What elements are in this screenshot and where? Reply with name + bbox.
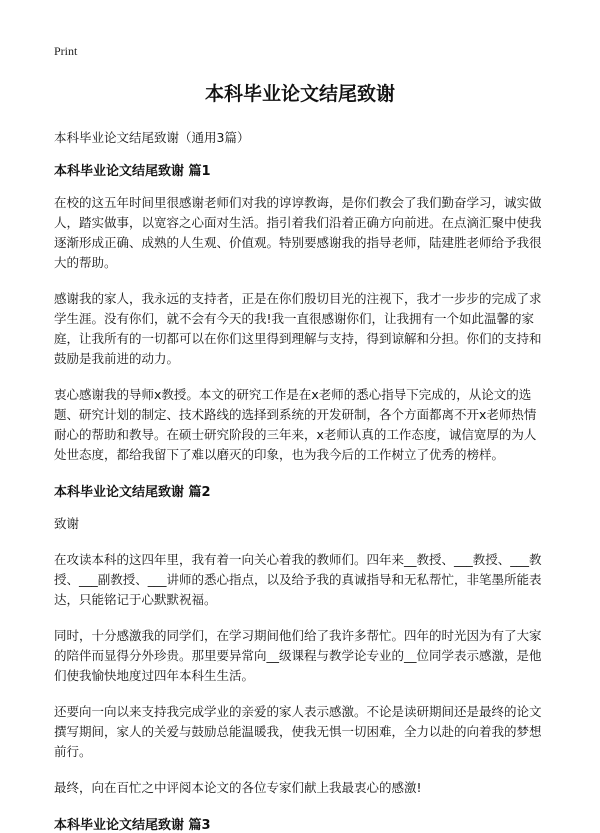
paragraph: 还要向一向以来支持我完成学业的亲爱的家人表示感激。不论是读研期间还是最终的论文撰写期间，家人的关爱与鼓励总能温暖我，使我无惧一切困难，全力以赴的向着我的梦想前行。 <box>54 704 542 759</box>
section-heading: 本科毕业论文结尾致谢 篇2 <box>54 485 211 500</box>
section-2 <box>54 481 546 798</box>
paragraph: 在校的这五年时间里很感谢老师们对我的谆谆教诲，是你们教会了我们勤奋学习，诚实做人，踏实做事，以宽容之心面对生活。指引着我们沿着正确方向前进。在点滴汇聚中使我逐渐形成正确、成熟的人生观、价值观。特别要感谢我的指导老师，陆建胜老师给予我很大的帮助。 <box>54 195 542 270</box>
paragraph: 感谢我的家人，我永远的支持者，正是在你们殷切目光的注视下，我才一步步的完成了求学生涯。没有你们，就不会有今天的我!我一直很感谢你们，让我拥有一个如此温馨的家庭，让我所有的一切都可以在你们这里得到理解与支持，得到谅解和分担。你们的支持和鼓励是我前进的动力。 <box>54 291 542 366</box>
section-heading: 本科毕业论文结尾致谢 篇3 <box>54 818 211 833</box>
paragraph: 最终，向在百忙之中评阅本论文的各位专家们献上我最衷心的感激! <box>54 780 422 795</box>
section-1 <box>54 160 546 465</box>
print-link[interactable]: Print <box>54 44 78 58</box>
paragraph: 衷心感谢我的导师x教授。本文的研究工作是在x老师的悉心指导下完成的，从论文的选题、研究计划的制定、技术路线的选择到系统的开发研制，各个方面都离不开x老师热情耐心的帮助和教导。在硕士研究阶段的三年来，x老师认真的工作态度，诚信宽厚的为人处世态度，都给我留下了难以磨灭的印象，也为我今后的工作树立了优秀的榜样。 <box>54 387 537 462</box>
section-3 <box>54 814 546 833</box>
paragraph: 致谢 <box>54 516 80 531</box>
document-subtitle: 本科毕业论文结尾致谢（通用3篇） <box>54 130 250 145</box>
section-heading: 本科毕业论文结尾致谢 篇1 <box>54 164 211 179</box>
paragraph: 在攻读本科的这四年里，我有着一向关心着我的教师们。四年来__教授、___教授、___教授、___副教授、___讲师的悉心指点，以及给予我的真诚指导和无私帮忙，非笔墨所能表达，只能铭记于心默默祝福。 <box>54 552 542 607</box>
page-title: 本科毕业论文结尾致谢 <box>204 83 395 105</box>
paragraph: 同时，十分感激我的同学们，在学习期间他们给了我许多帮忙。四年的时光因为有了大家的陪伴而显得分外珍贵。那里要异常向__级课程与教学论专业的__位同学表示感激，是他们使我愉快地度过四年本科生生活。 <box>54 628 542 683</box>
